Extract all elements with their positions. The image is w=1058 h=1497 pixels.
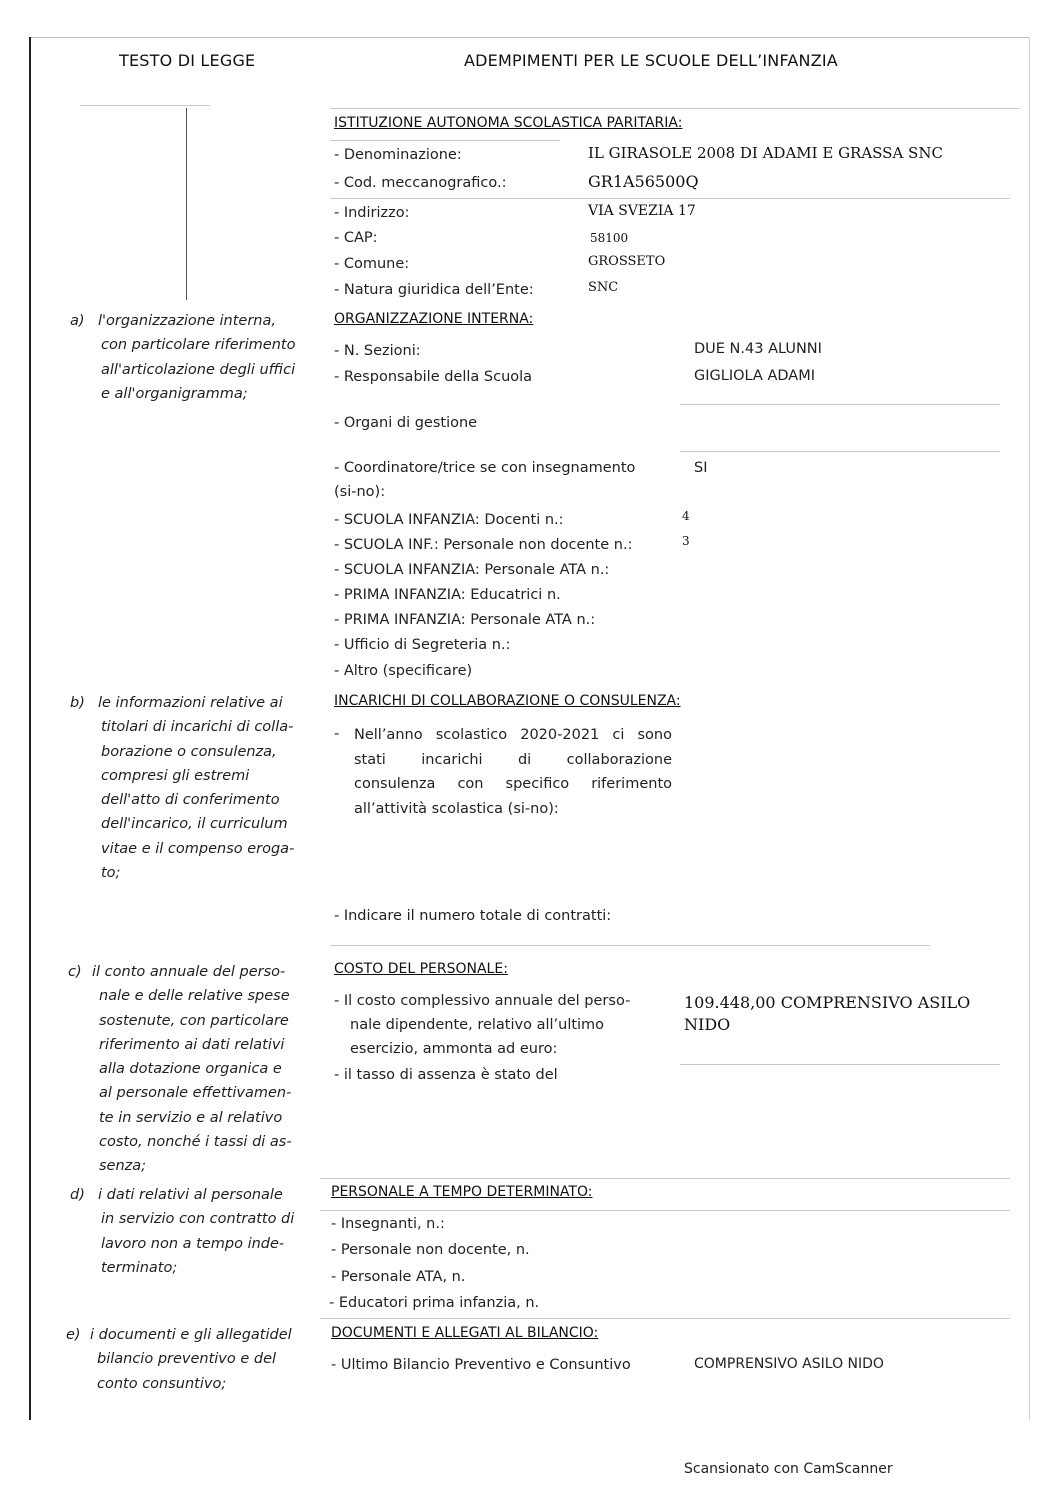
clause-line: senza; [99, 1158, 147, 1175]
clause-letter: e) [66, 1327, 81, 1343]
divider [680, 404, 1000, 405]
documenti-heading: DOCUMENTI E ALLEGATI AL BILANCIO: [331, 1325, 599, 1341]
clause-line: nale e delle relative spese [99, 988, 290, 1005]
sezioni-label: - N. Sezioni: [334, 343, 421, 359]
costo-heading: COSTO DEL PERSONALE: [334, 961, 508, 977]
istituzione-heading: ISTITUZIONE AUTONOMA SCOLASTICA PARITARIA: [334, 115, 683, 131]
personale-ata-label: - Personale ATA, n. [331, 1269, 466, 1285]
cap-label: - CAP: [334, 230, 378, 246]
bilancio-label: - Ultimo Bilancio Preventivo e Consuntivo [331, 1357, 631, 1373]
law-text-column-title: TESTO DI LEGGE [119, 51, 256, 70]
educatori-label: - Educatori prima infanzia, n. [329, 1295, 540, 1311]
clause-line: terminato; [101, 1259, 178, 1276]
organi-gestione-label: - Organi di gestione [334, 415, 478, 431]
law-clause-c [68, 960, 312, 1179]
cod-meccanografico-value: GR1A56500Q [588, 172, 699, 191]
law-clause-b [70, 691, 314, 885]
clause-letter: d) [70, 1187, 85, 1203]
clause-line: le informazioni relative ai [98, 695, 283, 711]
clause-line: titolari di incarichi di colla- [101, 719, 294, 736]
divider [320, 1318, 1010, 1319]
clause-line: to; [101, 865, 121, 882]
costo-label-cont: nale dipendente, relativo all’ultimo [350, 1017, 605, 1033]
clause-letter: c) [68, 964, 82, 980]
costo-label: - Il costo complessivo annuale del perso- [334, 993, 631, 1009]
incarichi-dash: - [334, 726, 340, 742]
coordinatore-label: - Coordinatore/trice se con insegnamento [334, 460, 636, 476]
non-docente-label: - SCUOLA INF.: Personale non docente n.: [334, 537, 633, 553]
docenti-label: - SCUOLA INFANZIA: Docenti n.: [334, 512, 564, 528]
clause-line: borazione o consulenza, [101, 743, 277, 760]
costo-label-cont: esercizio, ammonta ad euro: [350, 1041, 558, 1057]
requirements-column-title: ADEMPIMENTI PER LE SCUOLE DELL’INFANZIA [464, 51, 838, 70]
clause-line: e all'organigramma; [101, 385, 248, 402]
clause-line: riferimento ai dati relativi [99, 1036, 285, 1053]
non-docente-value: 3 [682, 534, 690, 548]
page-frame-left [29, 37, 31, 1420]
clause-line: il conto annuale del perso- [92, 964, 286, 980]
comune-value: GROSSETO [588, 254, 666, 269]
clause-line: dell'atto di conferimento [101, 792, 280, 809]
contratti-label: - Indicare il numero totale di contratti: [334, 908, 612, 924]
clause-line: all'articolazione degli uffici [101, 361, 296, 378]
incarichi-line: consulenza con specifico riferimento [354, 776, 672, 792]
divider [330, 140, 560, 141]
natura-giuridica-label: - Natura giuridica dell’Ente: [334, 282, 534, 298]
header-cell-divider [186, 108, 187, 300]
assenza-label: - il tasso di assenza è stato del [334, 1067, 558, 1083]
clause-line: i documenti e gli allegatidel [90, 1327, 292, 1343]
indirizzo-label: - Indirizzo: [334, 205, 410, 221]
clause-line: dell'incarico, il curriculum [101, 816, 288, 833]
segreteria-label: - Ufficio di Segreteria n.: [334, 637, 511, 653]
ata-infanzia-label: - SCUOLA INFANZIA: Personale ATA n.: [334, 562, 610, 578]
denominazione-value: IL GIRASOLE 2008 DI ADAMI E GRASSA SNC [588, 144, 943, 162]
divider [330, 108, 1020, 109]
clause-line: conto consuntivo; [97, 1375, 227, 1392]
organizzazione-heading: ORGANIZZAZIONE INTERNA: [334, 311, 534, 327]
divider [330, 945, 930, 946]
tempo-determinato-heading: PERSONALE A TEMPO DETERMINATO: [331, 1184, 593, 1200]
costo-value: 109.448,00 COMPRENSIVO ASILO [684, 993, 971, 1012]
clause-line: compresi gli estremi [101, 767, 250, 784]
clause-letter: a) [70, 313, 85, 329]
natura-giuridica-value: SNC [588, 280, 619, 295]
incarichi-question [354, 723, 672, 821]
denominazione-label: - Denominazione: [334, 147, 462, 163]
divider [680, 1064, 1000, 1065]
incarichi-line: stati incarichi di collaborazione [354, 751, 672, 768]
incarichi-line: all’attività scolastica (si-no): [354, 800, 559, 817]
clause-line: lavoro non a tempo inde- [101, 1235, 285, 1252]
clause-line: con particolare riferimento [101, 337, 296, 354]
clause-line: costo, nonché i tassi di as- [99, 1134, 292, 1151]
responsabile-label: - Responsabile della Scuola [334, 369, 533, 385]
insegnanti-label: - Insegnanti, n.: [331, 1216, 445, 1232]
costo-value-cont: NIDO [684, 1015, 731, 1034]
divider [330, 198, 1010, 199]
docenti-value: 4 [682, 509, 690, 523]
coordinatore-label-cont: (si-no): [334, 484, 386, 500]
coordinatore-value: SI [694, 460, 708, 476]
personale-non-docente-label: - Personale non docente, n. [331, 1242, 530, 1258]
clause-line: sostenute, con particolare [99, 1012, 289, 1029]
clause-line: alla dotazione organica e [99, 1061, 282, 1078]
law-clause-a [70, 309, 314, 406]
clause-letter: b) [70, 695, 85, 711]
clause-line: i dati relativi al personale [98, 1187, 283, 1203]
ata-prima-infanzia-label: - PRIMA INFANZIA: Personale ATA n.: [334, 612, 596, 628]
incarichi-heading: INCARICHI DI COLLABORAZIONE O CONSULENZA: [334, 693, 681, 709]
page-frame-right [1029, 37, 1030, 1420]
clause-line: l'organizzazione interna, [98, 313, 276, 329]
altro-label: - Altro (specificare) [334, 663, 473, 679]
clause-line: vitae e il compenso eroga- [101, 840, 295, 857]
bilancio-value: COMPRENSIVO ASILO NIDO [694, 1356, 884, 1372]
clause-line: in servizio con contratto di [101, 1211, 295, 1228]
law-clause-e [66, 1323, 310, 1396]
sezioni-value: DUE N.43 ALUNNI [694, 341, 822, 357]
responsabile-value: GIGLIOLA ADAMI [694, 368, 815, 384]
divider [320, 1178, 1010, 1179]
law-clause-d [70, 1183, 314, 1280]
cod-meccanografico-label: - Cod. meccanografico.: [334, 175, 507, 191]
divider [80, 105, 210, 106]
indirizzo-value: VIA SVEZIA 17 [588, 203, 696, 219]
scanner-watermark: Scansionato con CamScanner [684, 1461, 893, 1477]
cap-value: 58100 [590, 231, 629, 245]
divider [320, 1210, 1010, 1211]
clause-line: bilancio preventivo e del [97, 1351, 277, 1368]
incarichi-line: Nell’anno scolastico 2020-2021 ci sono [354, 727, 672, 743]
comune-label: - Comune: [334, 256, 410, 272]
divider [680, 451, 1000, 452]
page-frame-top [29, 37, 1029, 38]
educatrici-label: - PRIMA INFANZIA: Educatrici n. [334, 587, 561, 603]
clause-line: te in servizio e al relativo [99, 1109, 283, 1126]
clause-line: al personale effettivamen- [99, 1085, 292, 1102]
